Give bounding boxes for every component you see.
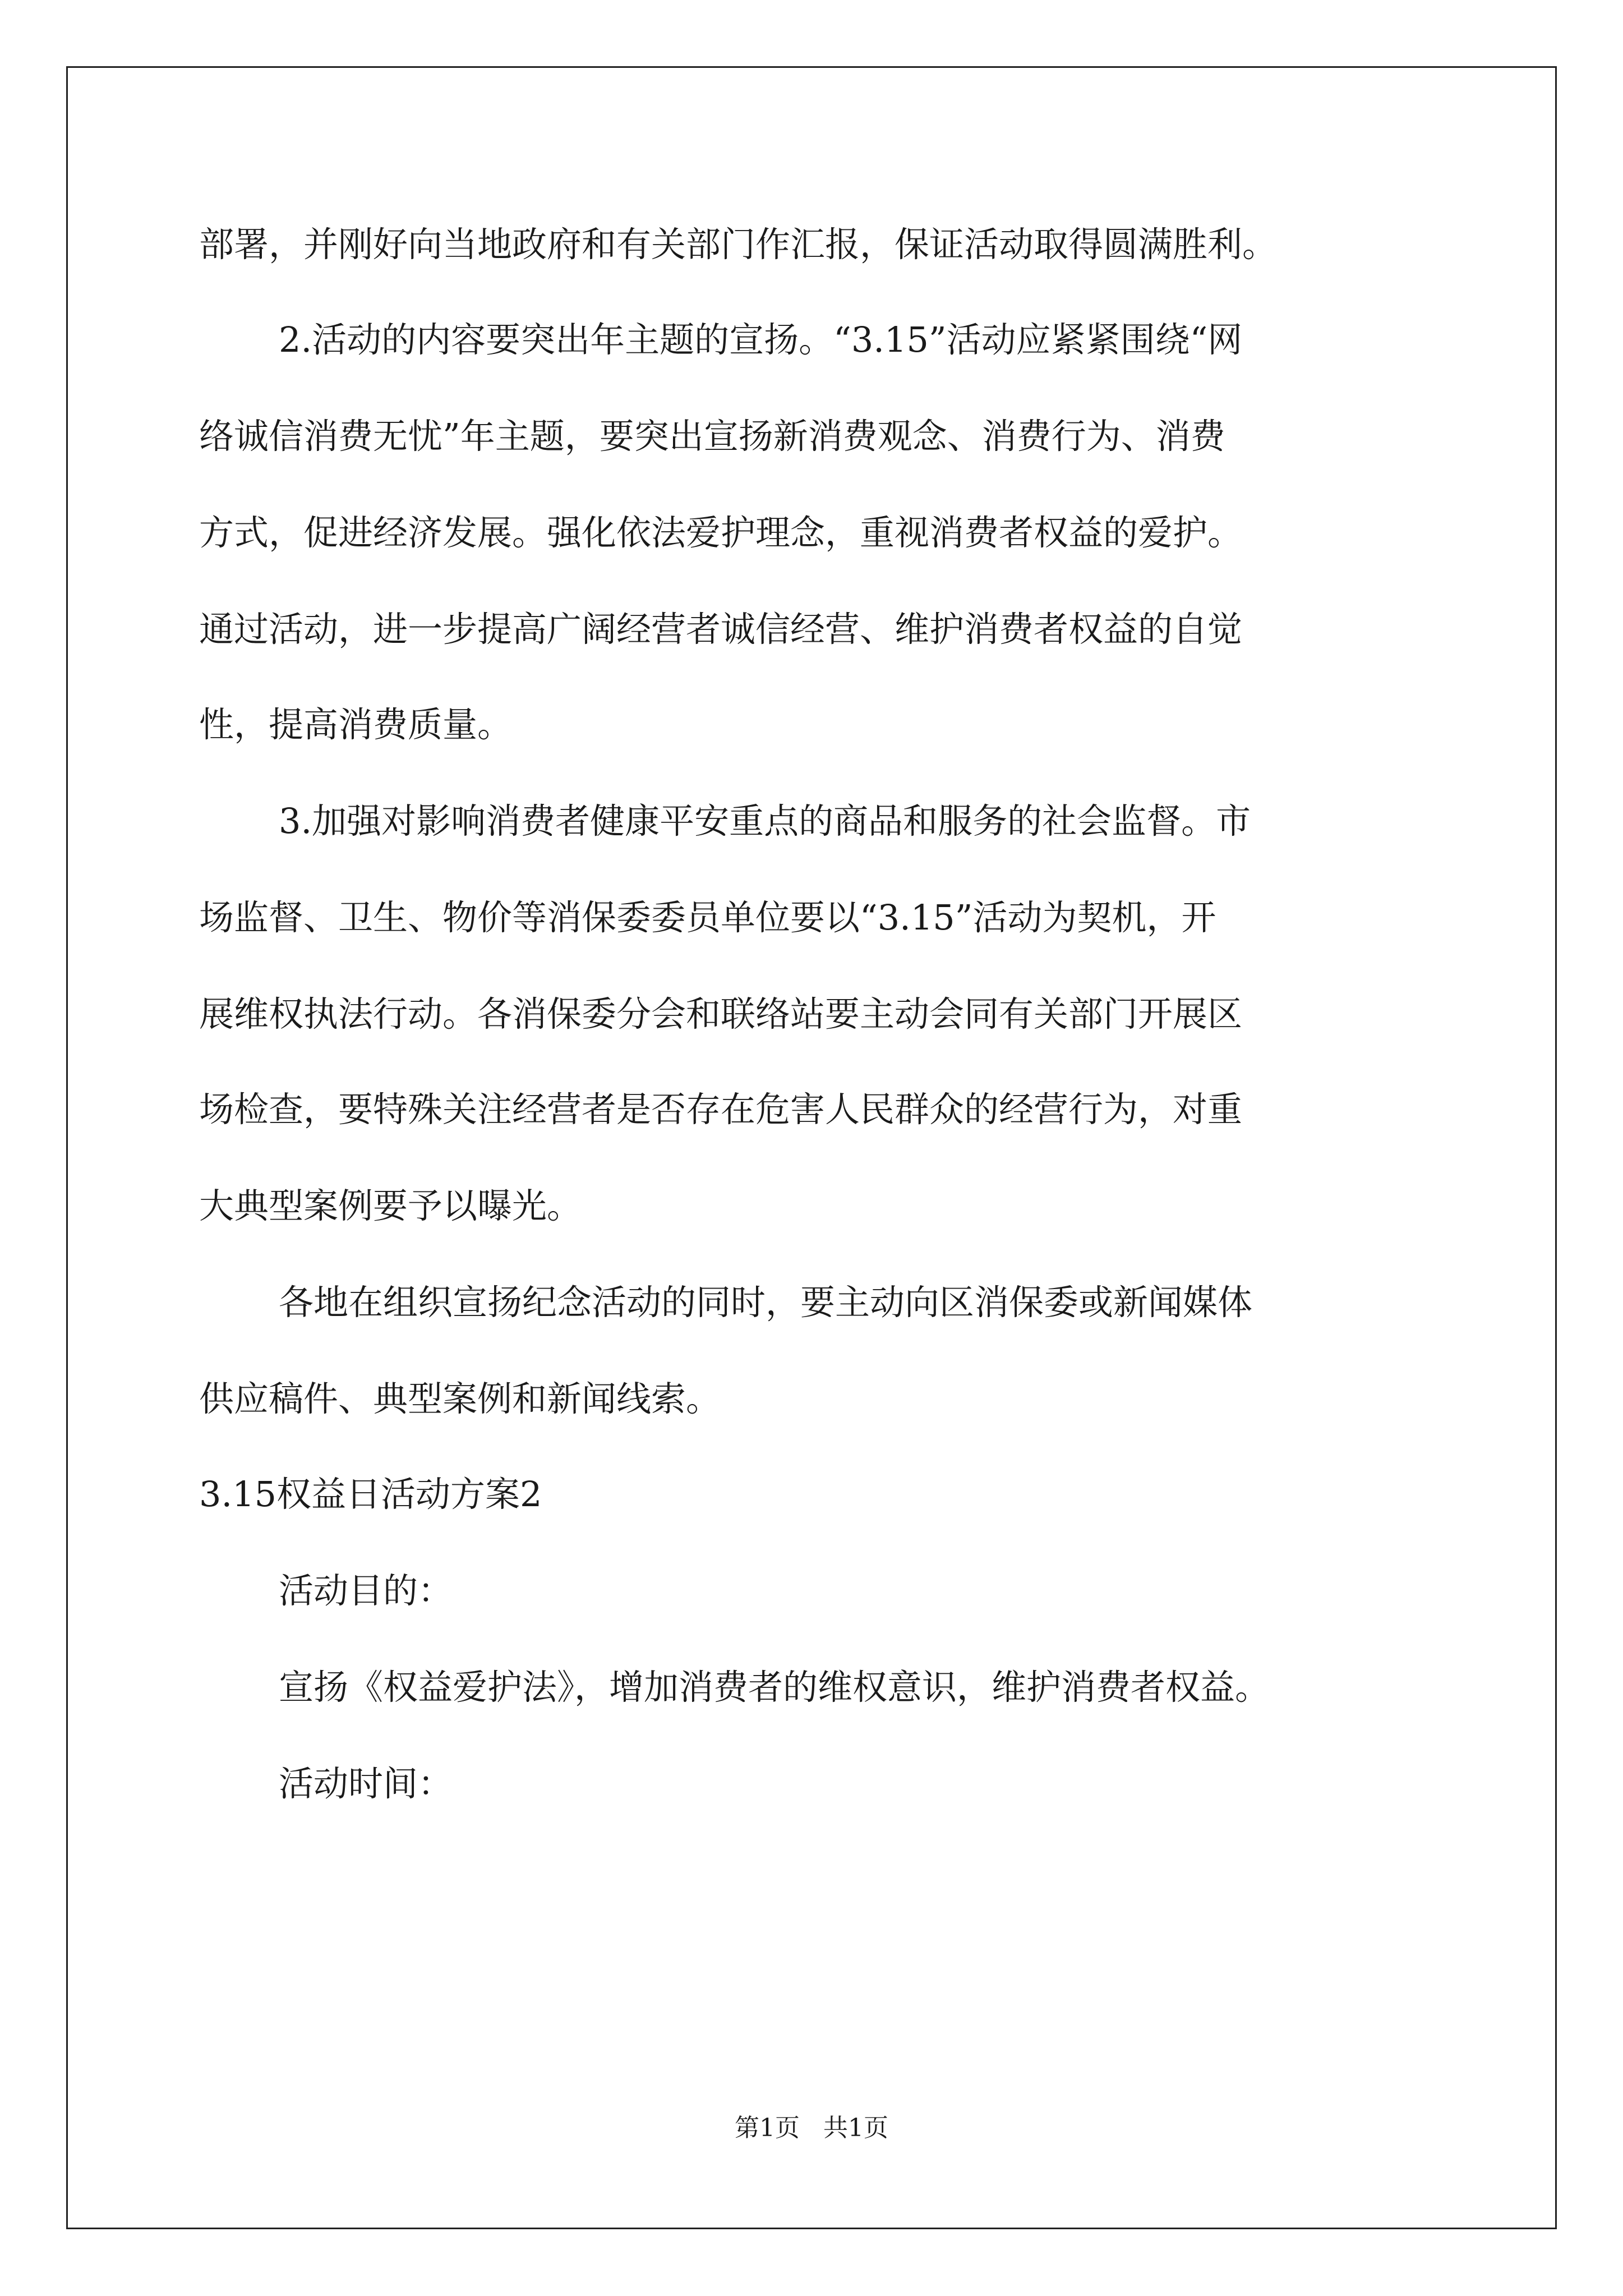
paragraph-line: 场监督、卫生、物价等消保委委员单位要以“3.15”活动为契机，开 bbox=[199, 897, 1216, 938]
paragraph-line: 3.加强对影响消费者健康平安重点的商品和服务的社会监督。市 bbox=[279, 800, 1251, 841]
page-total: 共1页 bbox=[823, 2114, 888, 2142]
paragraph-line: 大典型案例要予以曝光。 bbox=[199, 1185, 582, 1226]
paragraph-line: 供应稿件、典型案例和新闻线索。 bbox=[199, 1378, 721, 1419]
paragraph-line: 络诚信消费无忧”年主题，要突出宣扬新消费观念、消费行为、消费 bbox=[199, 416, 1225, 457]
section-heading: 3.15权益日活动方案2 bbox=[199, 1474, 542, 1515]
paragraph-line: 方式，促进经济发展。强化依法爱护理念，重视消费者权益的爱护。 bbox=[199, 512, 1243, 553]
paragraph-line: 部署，并刚好向当地政府和有关部门作汇报，保证活动取得圆满胜利。 bbox=[199, 224, 1278, 265]
paragraph-line: 2.活动的内容要突出年主题的宣扬。“3.15”活动应紧紧围绕“网 bbox=[279, 319, 1243, 360]
paragraph-line: 通过活动，进一步提高广阔经营者诚信经营、维护消费者权益的自觉 bbox=[199, 609, 1243, 650]
page-footer bbox=[0, 2116, 1623, 2141]
page-border bbox=[66, 66, 1557, 2229]
paragraph-line: 活动时间： bbox=[279, 1763, 453, 1804]
paragraph-line: 场检查，要特殊关注经营者是否存在危害人民群众的经营行为，对重 bbox=[199, 1089, 1243, 1130]
paragraph-line: 性，提高消费质量。 bbox=[199, 704, 513, 745]
paragraph-line: 宣扬《权益爱护法》，增加消费者的维权意识，维护消费者权益。 bbox=[279, 1667, 1270, 1708]
paragraph-line: 展维权执法行动。各消保委分会和联络站要主动会同有关部门开展区 bbox=[199, 993, 1243, 1034]
paragraph-line: 活动目的： bbox=[279, 1570, 453, 1611]
page-number: 第1页 bbox=[735, 2114, 800, 2142]
paragraph-line: 各地在组织宣扬纪念活动的同时，要主动向区消保委或新闻媒体 bbox=[279, 1282, 1253, 1323]
